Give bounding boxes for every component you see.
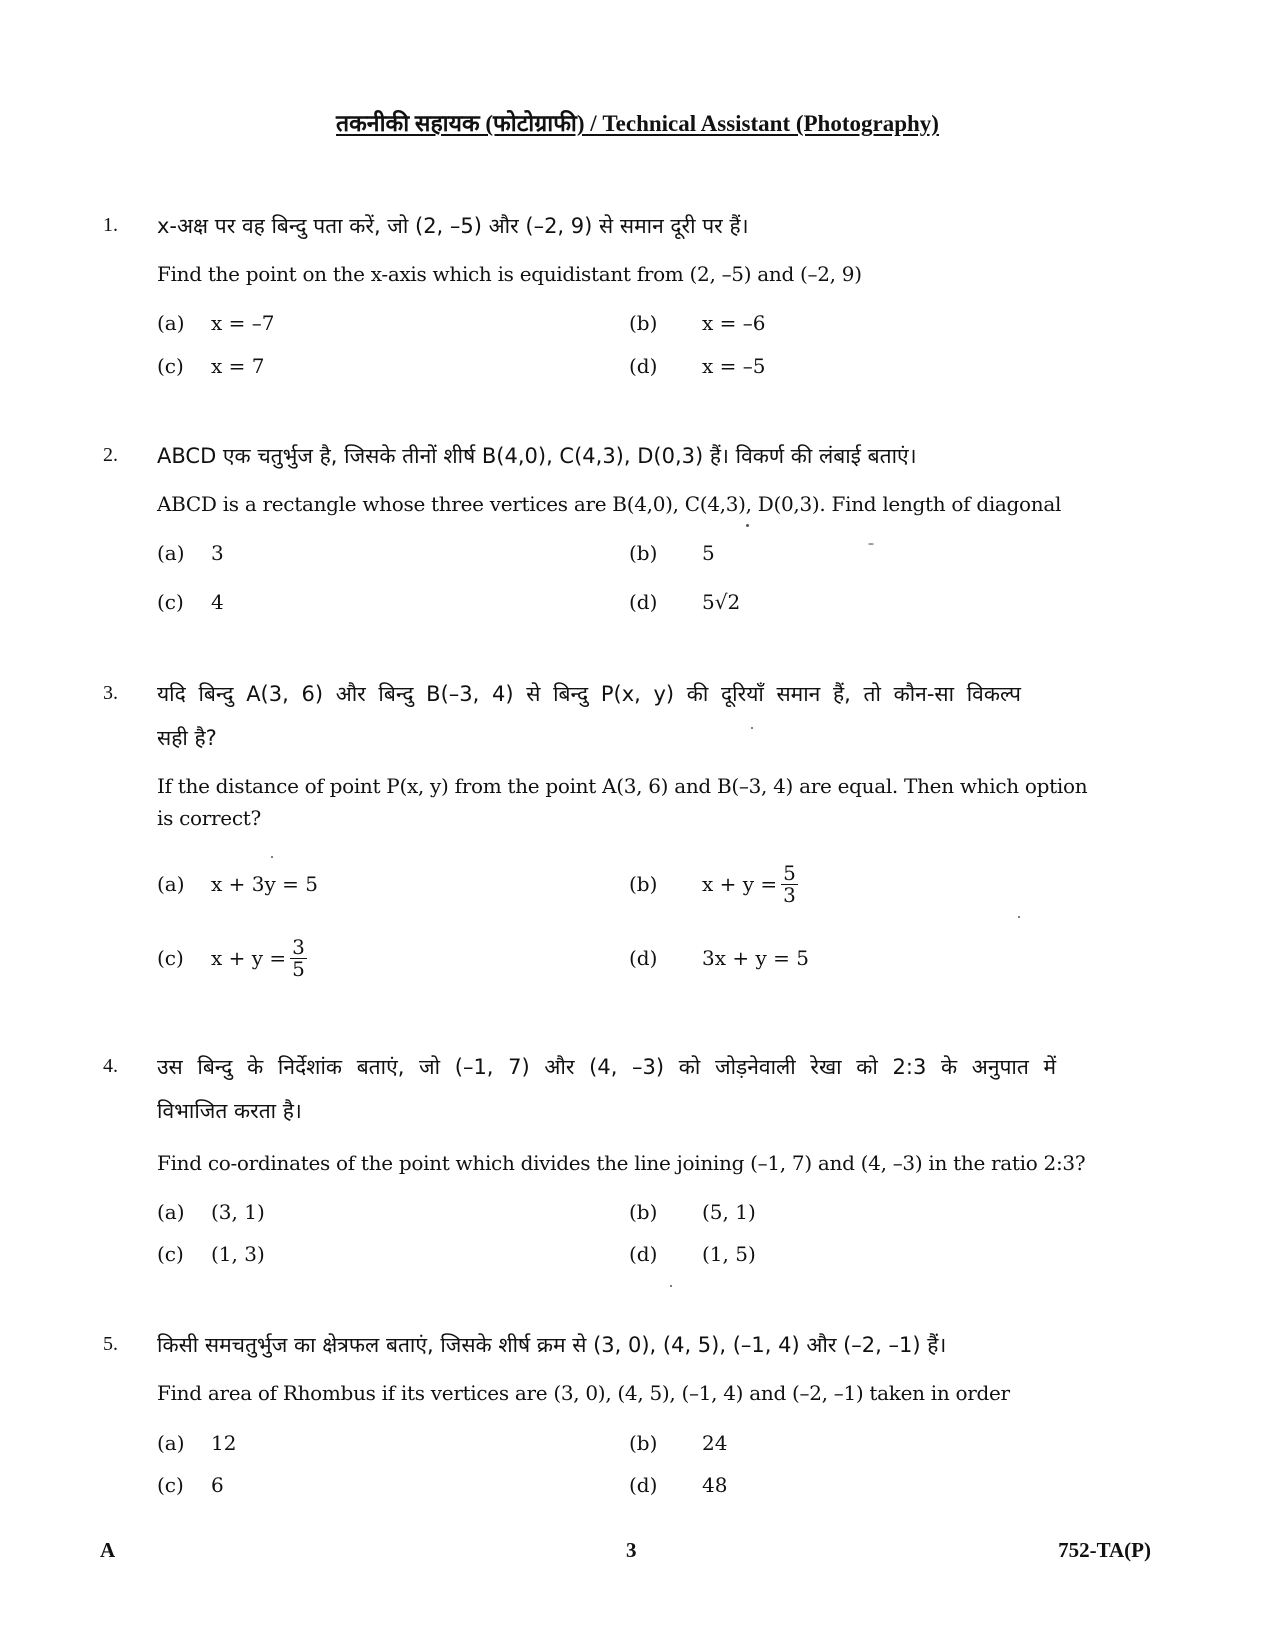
- question-text-hindi: किसी समचतुर्भुज का क्षेत्रफल बताएं, जिसके शीर्ष क्रम से (3, 0), (4, 5), (–1, 4) और (–2, –1) हैं।: [157, 1333, 947, 1357]
- option-value: (5, 1): [702, 1200, 756, 1224]
- option-label: (d): [629, 1242, 658, 1266]
- question-text-english: Find co-ordinates of the point which divides the line joining (–1, 7) and (4, –3) in the ratio 2:3?: [157, 1151, 1086, 1175]
- option-value: 5√2: [702, 590, 741, 614]
- option-label: (a): [157, 872, 185, 896]
- option-value: 5: [702, 541, 715, 565]
- question-text-hindi-cont: सही है?: [157, 726, 217, 750]
- option-label: (b): [629, 311, 658, 335]
- fraction-prefix: x + y =: [211, 946, 287, 970]
- scan-speck: [1018, 916, 1020, 918]
- option-label: (b): [629, 1200, 658, 1224]
- question-number: 3.: [103, 682, 118, 704]
- option-label: (c): [157, 590, 184, 614]
- option-value: 6: [211, 1473, 224, 1497]
- scan-speck: [271, 856, 273, 858]
- question-text-english-cont: is correct?: [157, 806, 261, 830]
- question-number: 5.: [103, 1333, 118, 1355]
- option-value-fraction: [702, 854, 798, 914]
- option-label: (d): [629, 590, 658, 614]
- option-value: (3, 1): [211, 1200, 265, 1224]
- question-number: 4.: [103, 1055, 118, 1077]
- option-value: 3x + y = 5: [702, 946, 809, 970]
- question-text-english: If the distance of point P(x, y) from the point A(3, 6) and B(–3, 4) are equal. Then which option: [157, 774, 1088, 798]
- option-value: x = –7: [211, 311, 275, 335]
- option-value: 12: [211, 1431, 237, 1455]
- numerator: 3: [292, 934, 305, 959]
- fraction-prefix: x + y =: [702, 872, 778, 896]
- question-text-hindi: ABCD एक चतुर्भुज है, जिसके तीनों शीर्ष B(4,0), C(4,3), D(0,3) हैं। विकर्ण की लंबाई बताएं।: [157, 444, 917, 468]
- question-text-hindi: उस बिन्दु के निर्देशांक बताएं, जो (–1, 7) और (4, –3) को जोड़नेवाली रेखा को 2:3 के अनुपात में: [157, 1055, 1057, 1079]
- question-text-hindi: यदि बिन्दु A(3, 6) और बिन्दु B(–3, 4) से बिन्दु P(x, y) की दूरियाँ समान हैं, तो कौन-सा विकल्प: [157, 682, 1021, 706]
- scan-speck: [670, 1285, 672, 1287]
- scan-speck: [868, 543, 874, 545]
- question-number: 1.: [103, 214, 118, 236]
- scan-speck: [751, 727, 753, 729]
- question-text-hindi-cont: विभाजित करता है।: [157, 1099, 302, 1123]
- option-label: (d): [629, 1473, 658, 1497]
- option-label: (d): [629, 946, 658, 970]
- option-value: x = –5: [702, 354, 766, 378]
- option-label: (b): [629, 1431, 658, 1455]
- fraction: [290, 934, 307, 981]
- question-number: 2.: [103, 444, 118, 466]
- option-value: x = 7: [211, 354, 265, 378]
- page-title: तकनीकी सहायक (फोटोग्राफी) / Technical Assistant (Photography): [336, 111, 939, 136]
- option-value: 4: [211, 590, 224, 614]
- option-value: 3: [211, 541, 224, 565]
- option-value: 48: [702, 1473, 728, 1497]
- option-label: (a): [157, 1431, 185, 1455]
- option-label: (d): [629, 354, 658, 378]
- option-value: (1, 5): [702, 1242, 756, 1266]
- option-label: (c): [157, 1242, 184, 1266]
- question-text-english: Find area of Rhombus if its vertices are (3, 0), (4, 5), (–1, 4) and (–2, –1) taken in order: [157, 1381, 1010, 1405]
- footer-series: A: [100, 1538, 116, 1562]
- scan-speck: [746, 524, 749, 527]
- option-label: (a): [157, 541, 185, 565]
- page-number: 3: [626, 1538, 637, 1562]
- denominator: 5: [292, 956, 305, 981]
- option-label: (b): [629, 872, 658, 896]
- option-value: 24: [702, 1431, 728, 1455]
- question-text-hindi: x-अक्ष पर वह बिन्दु पता करें, जो (2, –5) और (–2, 9) से समान दूरी पर हैं।: [157, 214, 749, 238]
- option-label: (b): [629, 541, 658, 565]
- option-value: x + 3y = 5: [211, 872, 318, 896]
- option-label: (a): [157, 311, 185, 335]
- denominator: 3: [783, 882, 796, 907]
- option-label: (c): [157, 1473, 184, 1497]
- fraction: [781, 860, 798, 907]
- numerator: 5: [783, 860, 796, 885]
- option-label: (c): [157, 354, 184, 378]
- option-value: x = –6: [702, 311, 766, 335]
- question-text-english: ABCD is a rectangle whose three vertices are B(4,0), C(4,3), D(0,3). Find length of diagonal: [157, 492, 1062, 516]
- option-label: (a): [157, 1200, 185, 1224]
- option-label: (c): [157, 946, 184, 970]
- question-text-english: Find the point on the x-axis which is equidistant from (2, –5) and (–2, 9): [157, 262, 862, 286]
- paper-code: 752-TA(P): [1058, 1538, 1151, 1562]
- option-value: (1, 3): [211, 1242, 265, 1266]
- option-value-fraction: [211, 928, 307, 988]
